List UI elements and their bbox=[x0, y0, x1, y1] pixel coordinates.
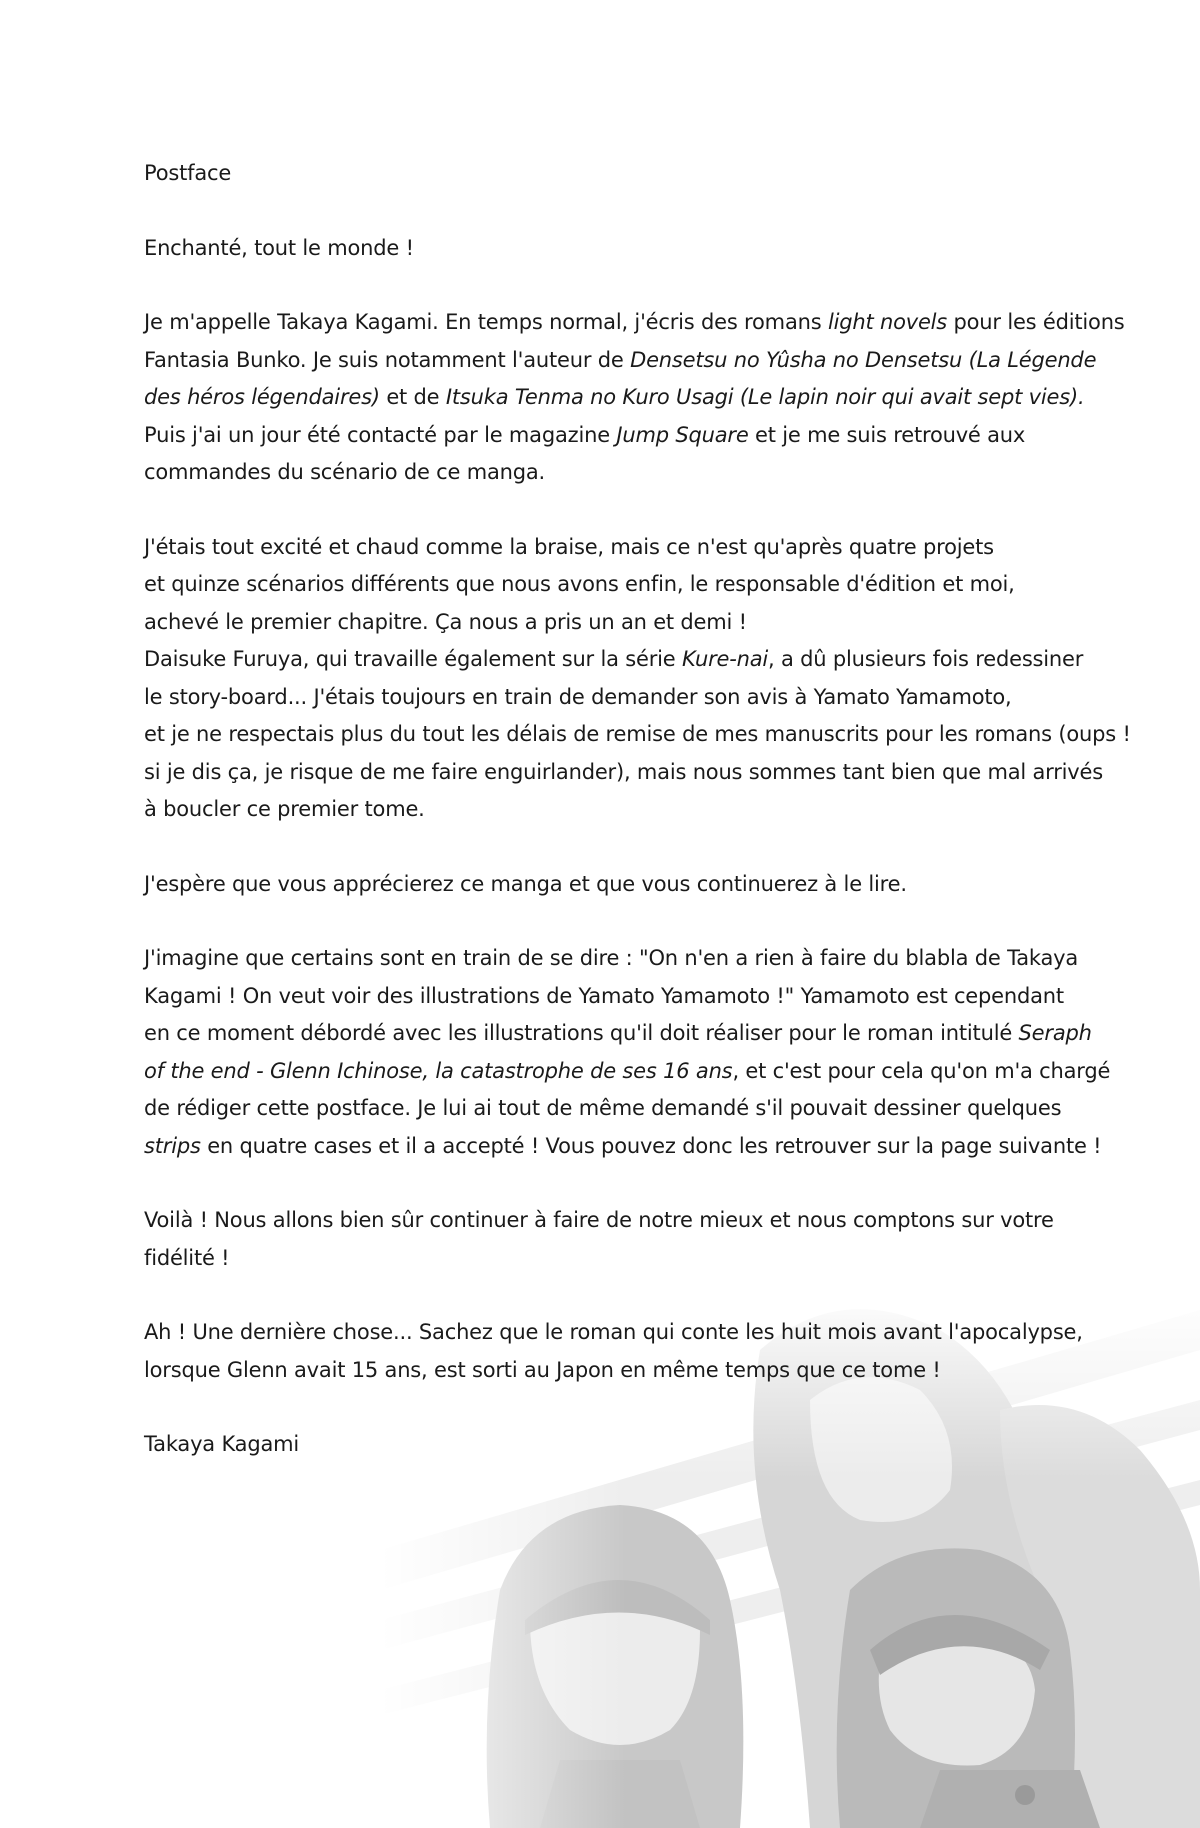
text-line: de rédiger cette postface. Je lui ai tout de même demandé s'il pouvait dessiner quelques bbox=[144, 1096, 1062, 1120]
paragraph-novel-release bbox=[144, 1314, 1094, 1389]
text-line: strips en quatre cases et il a accepté ! Vous pouvez donc les retrouver sur la page suivante ! bbox=[144, 1133, 1102, 1158]
text-line: achevé le premier chapitre. Ça nous a pris un an et demi ! bbox=[144, 609, 747, 634]
text-line: lorsque Glenn avait 15 ans, est sorti au Japon en même temps que ce tome ! bbox=[144, 1357, 941, 1382]
italic-title: light novels bbox=[827, 310, 948, 334]
text-line: commandes du scénario de ce manga. bbox=[144, 460, 546, 484]
text-line: et je ne respectais plus du tout les délais de remise de mes manuscrits pour les romans (oups ! bbox=[144, 722, 1131, 746]
greeting: Enchanté, tout le monde ! bbox=[144, 235, 414, 260]
signature: Takaya Kagami bbox=[144, 1432, 300, 1456]
text-line: en ce moment débordé avec les illustrations qu'il doit réaliser pour le roman intitulé Seraph bbox=[144, 1021, 1092, 1045]
text-line: of the end - Glenn Ichinose, la catastrophe de ses 16 ans, et c'est pour cela qu'on m'a chargé bbox=[144, 1058, 1111, 1083]
paragraph-introduction bbox=[144, 304, 1125, 492]
paragraph-illustrations bbox=[144, 940, 1111, 1165]
text-line: le story-board... J'étais toujours en train de demander son avis à Yamato Yamamoto, bbox=[144, 684, 1012, 709]
text-line: fidélité ! bbox=[144, 1245, 230, 1270]
text-line: Ah ! Une dernière chose... Sachez que le roman qui conte les huit mois avant l'apocalypse, bbox=[144, 1320, 1083, 1344]
italic-title: strips bbox=[144, 1133, 201, 1158]
text-line: et quinze scénarios différents que nous avons enfin, le responsable d'édition et moi, bbox=[144, 572, 1015, 596]
text-line: à boucler ce premier tome. bbox=[144, 797, 425, 821]
italic-title: Kure-nai bbox=[681, 647, 769, 671]
text-line: si je dis ça, je risque de me faire enguirlander), mais nous sommes tant bien que mal arrivés bbox=[144, 759, 1103, 784]
text-line: Kagami ! On veut voir des illustrations de Yamato Yamamoto !" Yamamoto est cependant bbox=[144, 983, 1064, 1008]
text-line: J'espère que vous apprécierez ce manga et que vous continuerez à le lire. bbox=[144, 871, 907, 896]
italic-title: Seraph bbox=[1018, 1021, 1092, 1045]
text-line: des héros légendaires) et de Itsuka Tenma no Kuro Usagi (Le lapin noir qui avait sept vies). bbox=[144, 385, 1085, 409]
paragraph-hope bbox=[144, 866, 1094, 904]
text-line: J'étais tout excité et chaud comme la braise, mais ce n'est qu'après quatre projets bbox=[144, 534, 994, 559]
postface-title: Postface bbox=[144, 161, 232, 185]
italic-title: des héros légendaires) bbox=[144, 385, 380, 409]
paragraph-production bbox=[144, 529, 1131, 829]
paragraph-continue bbox=[144, 1202, 1094, 1277]
postface-text bbox=[144, 155, 1131, 1464]
text-line: Je m'appelle Takaya Kagami. En temps normal, j'écris des romans light novels pour les éditions bbox=[144, 310, 1125, 334]
italic-title: of the end - Glenn Ichinose, la catastrophe de ses 16 ans bbox=[144, 1058, 733, 1083]
italic-title: Jump Square bbox=[616, 422, 749, 447]
italic-title: Densetsu no Yûsha no Densetsu (La Légende bbox=[630, 347, 1097, 372]
text-line: Puis j'ai un jour été contacté par le magazine Jump Square et je me suis retrouvé aux bbox=[144, 422, 1026, 447]
italic-title: Itsuka Tenma no Kuro Usagi (Le lapin noir qui avait sept vies). bbox=[445, 385, 1085, 409]
text-line: Daisuke Furuya, qui travaille également sur la série Kure-nai, a dû plusieurs fois redessiner bbox=[144, 647, 1084, 671]
text-line: Fantasia Bunko. Je suis notamment l'auteur de Densetsu no Yûsha no Densetsu (La Légende bbox=[144, 347, 1097, 372]
text-line: J'imagine que certains sont en train de se dire : "On n'en a rien à faire du blabla de Takaya bbox=[144, 946, 1079, 970]
text-line: Voilà ! Nous allons bien sûr continuer à faire de notre mieux et nous comptons sur votre bbox=[144, 1208, 1054, 1232]
